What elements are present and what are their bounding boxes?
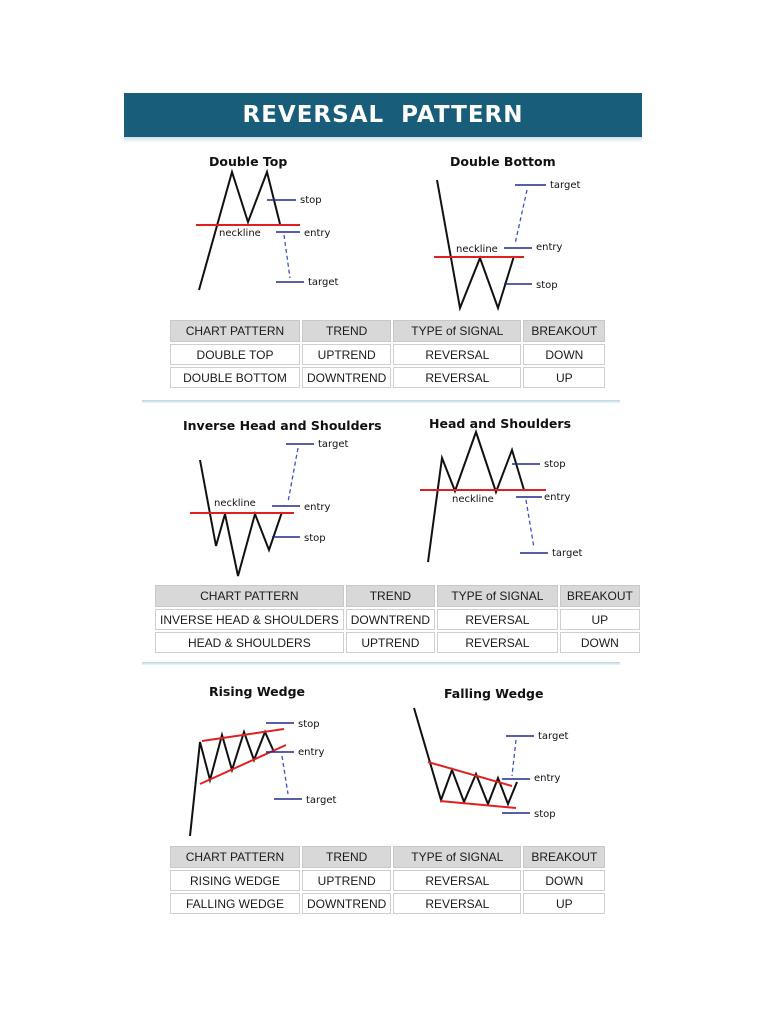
- table-row: [155, 609, 640, 630]
- inverse-head-shoulders-price-line: [200, 460, 282, 576]
- inverse-head-shoulders-diagram: [183, 418, 382, 576]
- column-header-signal: TYPE of SIGNAL: [393, 320, 521, 342]
- falling-wedge-entry-label: entry: [534, 773, 561, 784]
- table-header-row: [170, 320, 605, 342]
- falling-wedge-price-line: [414, 708, 517, 804]
- falling-wedge-target-projection: [512, 740, 516, 776]
- head-shoulders-entry-label: entry: [544, 492, 571, 503]
- column-header-chart-pattern: CHART PATTERN: [155, 585, 344, 607]
- rising-wedge-diagram: [190, 684, 336, 836]
- table-header-row: [170, 846, 605, 868]
- table-cell: DOWN: [523, 870, 605, 891]
- table-cell: UPTREND: [302, 870, 391, 891]
- column-header-chart-pattern: CHART PATTERN: [170, 846, 300, 868]
- table-cell: INVERSE HEAD & SHOULDERS: [155, 609, 344, 630]
- banner-shadow: [124, 137, 642, 143]
- head-shoulders-title: Head and Shoulders: [429, 416, 572, 431]
- double-patterns-table: [168, 318, 607, 390]
- column-header-breakout: BREAKOUT: [560, 585, 640, 607]
- table-cell: DOWN: [523, 344, 605, 365]
- table-cell: REVERSAL: [393, 367, 521, 388]
- double-bottom-target-label: target: [550, 180, 581, 191]
- table-cell: FALLING WEDGE: [170, 893, 300, 914]
- table-cell: REVERSAL: [437, 609, 558, 630]
- column-header-signal: TYPE of SIGNAL: [437, 585, 558, 607]
- double-bottom-entry-label: entry: [536, 242, 563, 253]
- table-cell: UP: [523, 367, 605, 388]
- double-top-entry-label: entry: [304, 228, 331, 239]
- double-bottom-neckline-label: neckline: [456, 244, 498, 255]
- head-shoulders-stop-label: stop: [544, 459, 566, 470]
- inverse-head-shoulders-entry-label: entry: [304, 502, 331, 513]
- double-bottom-stop-label: stop: [536, 280, 558, 291]
- table-cell: REVERSAL: [393, 870, 521, 891]
- double-top-diagram: [196, 154, 338, 290]
- double-patterns-diagrams: [124, 150, 642, 320]
- table-cell: DOWNTREND: [346, 609, 435, 630]
- rising-wedge-lower-trendline: [200, 745, 286, 784]
- double-bottom-target-projection: [515, 190, 527, 244]
- inverse-head-shoulders-target-projection: [288, 448, 298, 502]
- table-cell: REVERSAL: [393, 344, 521, 365]
- section-divider: [142, 400, 620, 403]
- double-top-target-label: target: [308, 277, 339, 288]
- table-cell: DOWN: [560, 632, 640, 653]
- double-bottom-title: Double Bottom: [450, 154, 556, 169]
- falling-wedge-stop-label: stop: [534, 809, 556, 820]
- table-cell: DOUBLE TOP: [170, 344, 300, 365]
- wedges-table: [168, 844, 607, 916]
- table-row: [170, 893, 605, 914]
- falling-wedge-title: Falling Wedge: [444, 686, 544, 701]
- table-cell: UP: [523, 893, 605, 914]
- double-top-neckline-label: neckline: [219, 228, 261, 239]
- section-double-patterns: [124, 150, 642, 410]
- falling-wedge-upper-trendline: [428, 762, 512, 786]
- rising-wedge-upper-trendline: [202, 729, 284, 741]
- table-cell: DOWNTREND: [302, 893, 391, 914]
- section-head-shoulders: [124, 414, 642, 664]
- head-shoulders-table: [153, 583, 642, 655]
- table-cell: UPTREND: [346, 632, 435, 653]
- section-wedges: [124, 680, 642, 930]
- rising-wedge-target-projection: [282, 756, 288, 794]
- head-shoulders-target-projection: [526, 500, 534, 548]
- table-cell: REVERSAL: [437, 632, 558, 653]
- rising-wedge-target-label: target: [306, 795, 337, 806]
- wedges-diagrams: [124, 680, 642, 848]
- page-title: REVERSAL PATTERN: [124, 93, 642, 137]
- column-header-chart-pattern: CHART PATTERN: [170, 320, 300, 342]
- table-cell: UPTREND: [302, 344, 391, 365]
- column-header-breakout: BREAKOUT: [523, 320, 605, 342]
- table-cell: DOWNTREND: [302, 367, 391, 388]
- column-header-trend: TREND: [346, 585, 435, 607]
- rising-wedge-price-line: [190, 732, 274, 836]
- head-shoulders-diagram: [420, 416, 582, 562]
- falling-wedge-diagram: [414, 686, 568, 820]
- double-top-target-projection: [284, 235, 290, 278]
- inverse-head-shoulders-title: Inverse Head and Shoulders: [183, 418, 382, 433]
- falling-wedge-target-label: target: [538, 731, 569, 742]
- table-cell: REVERSAL: [393, 893, 521, 914]
- column-header-trend: TREND: [302, 846, 391, 868]
- table-cell: HEAD & SHOULDERS: [155, 632, 344, 653]
- inverse-head-shoulders-neckline-label: neckline: [214, 498, 256, 509]
- table-row: [170, 344, 605, 365]
- column-header-signal: TYPE of SIGNAL: [393, 846, 521, 868]
- rising-wedge-title: Rising Wedge: [209, 684, 306, 699]
- inverse-head-shoulders-stop-label: stop: [304, 533, 326, 544]
- table-header-row: [155, 585, 640, 607]
- rising-wedge-stop-label: stop: [298, 719, 320, 730]
- column-header-breakout: BREAKOUT: [523, 846, 605, 868]
- inverse-head-shoulders-target-label: target: [318, 439, 349, 450]
- head-shoulders-neckline-label: neckline: [452, 494, 494, 505]
- table-cell: UP: [560, 609, 640, 630]
- head-shoulders-target-label: target: [552, 548, 583, 559]
- head-shoulders-diagrams: [124, 414, 642, 582]
- column-header-trend: TREND: [302, 320, 391, 342]
- falling-wedge-lower-trendline: [440, 801, 516, 808]
- table-row: [170, 870, 605, 891]
- double-top-stop-label: stop: [300, 195, 322, 206]
- section-divider: [142, 662, 620, 665]
- double-bottom-diagram: [434, 154, 580, 308]
- table-cell: RISING WEDGE: [170, 870, 300, 891]
- double-top-title: Double Top: [209, 154, 288, 169]
- table-cell: DOUBLE BOTTOM: [170, 367, 300, 388]
- table-row: [155, 632, 640, 653]
- rising-wedge-entry-label: entry: [298, 747, 325, 758]
- table-row: [170, 367, 605, 388]
